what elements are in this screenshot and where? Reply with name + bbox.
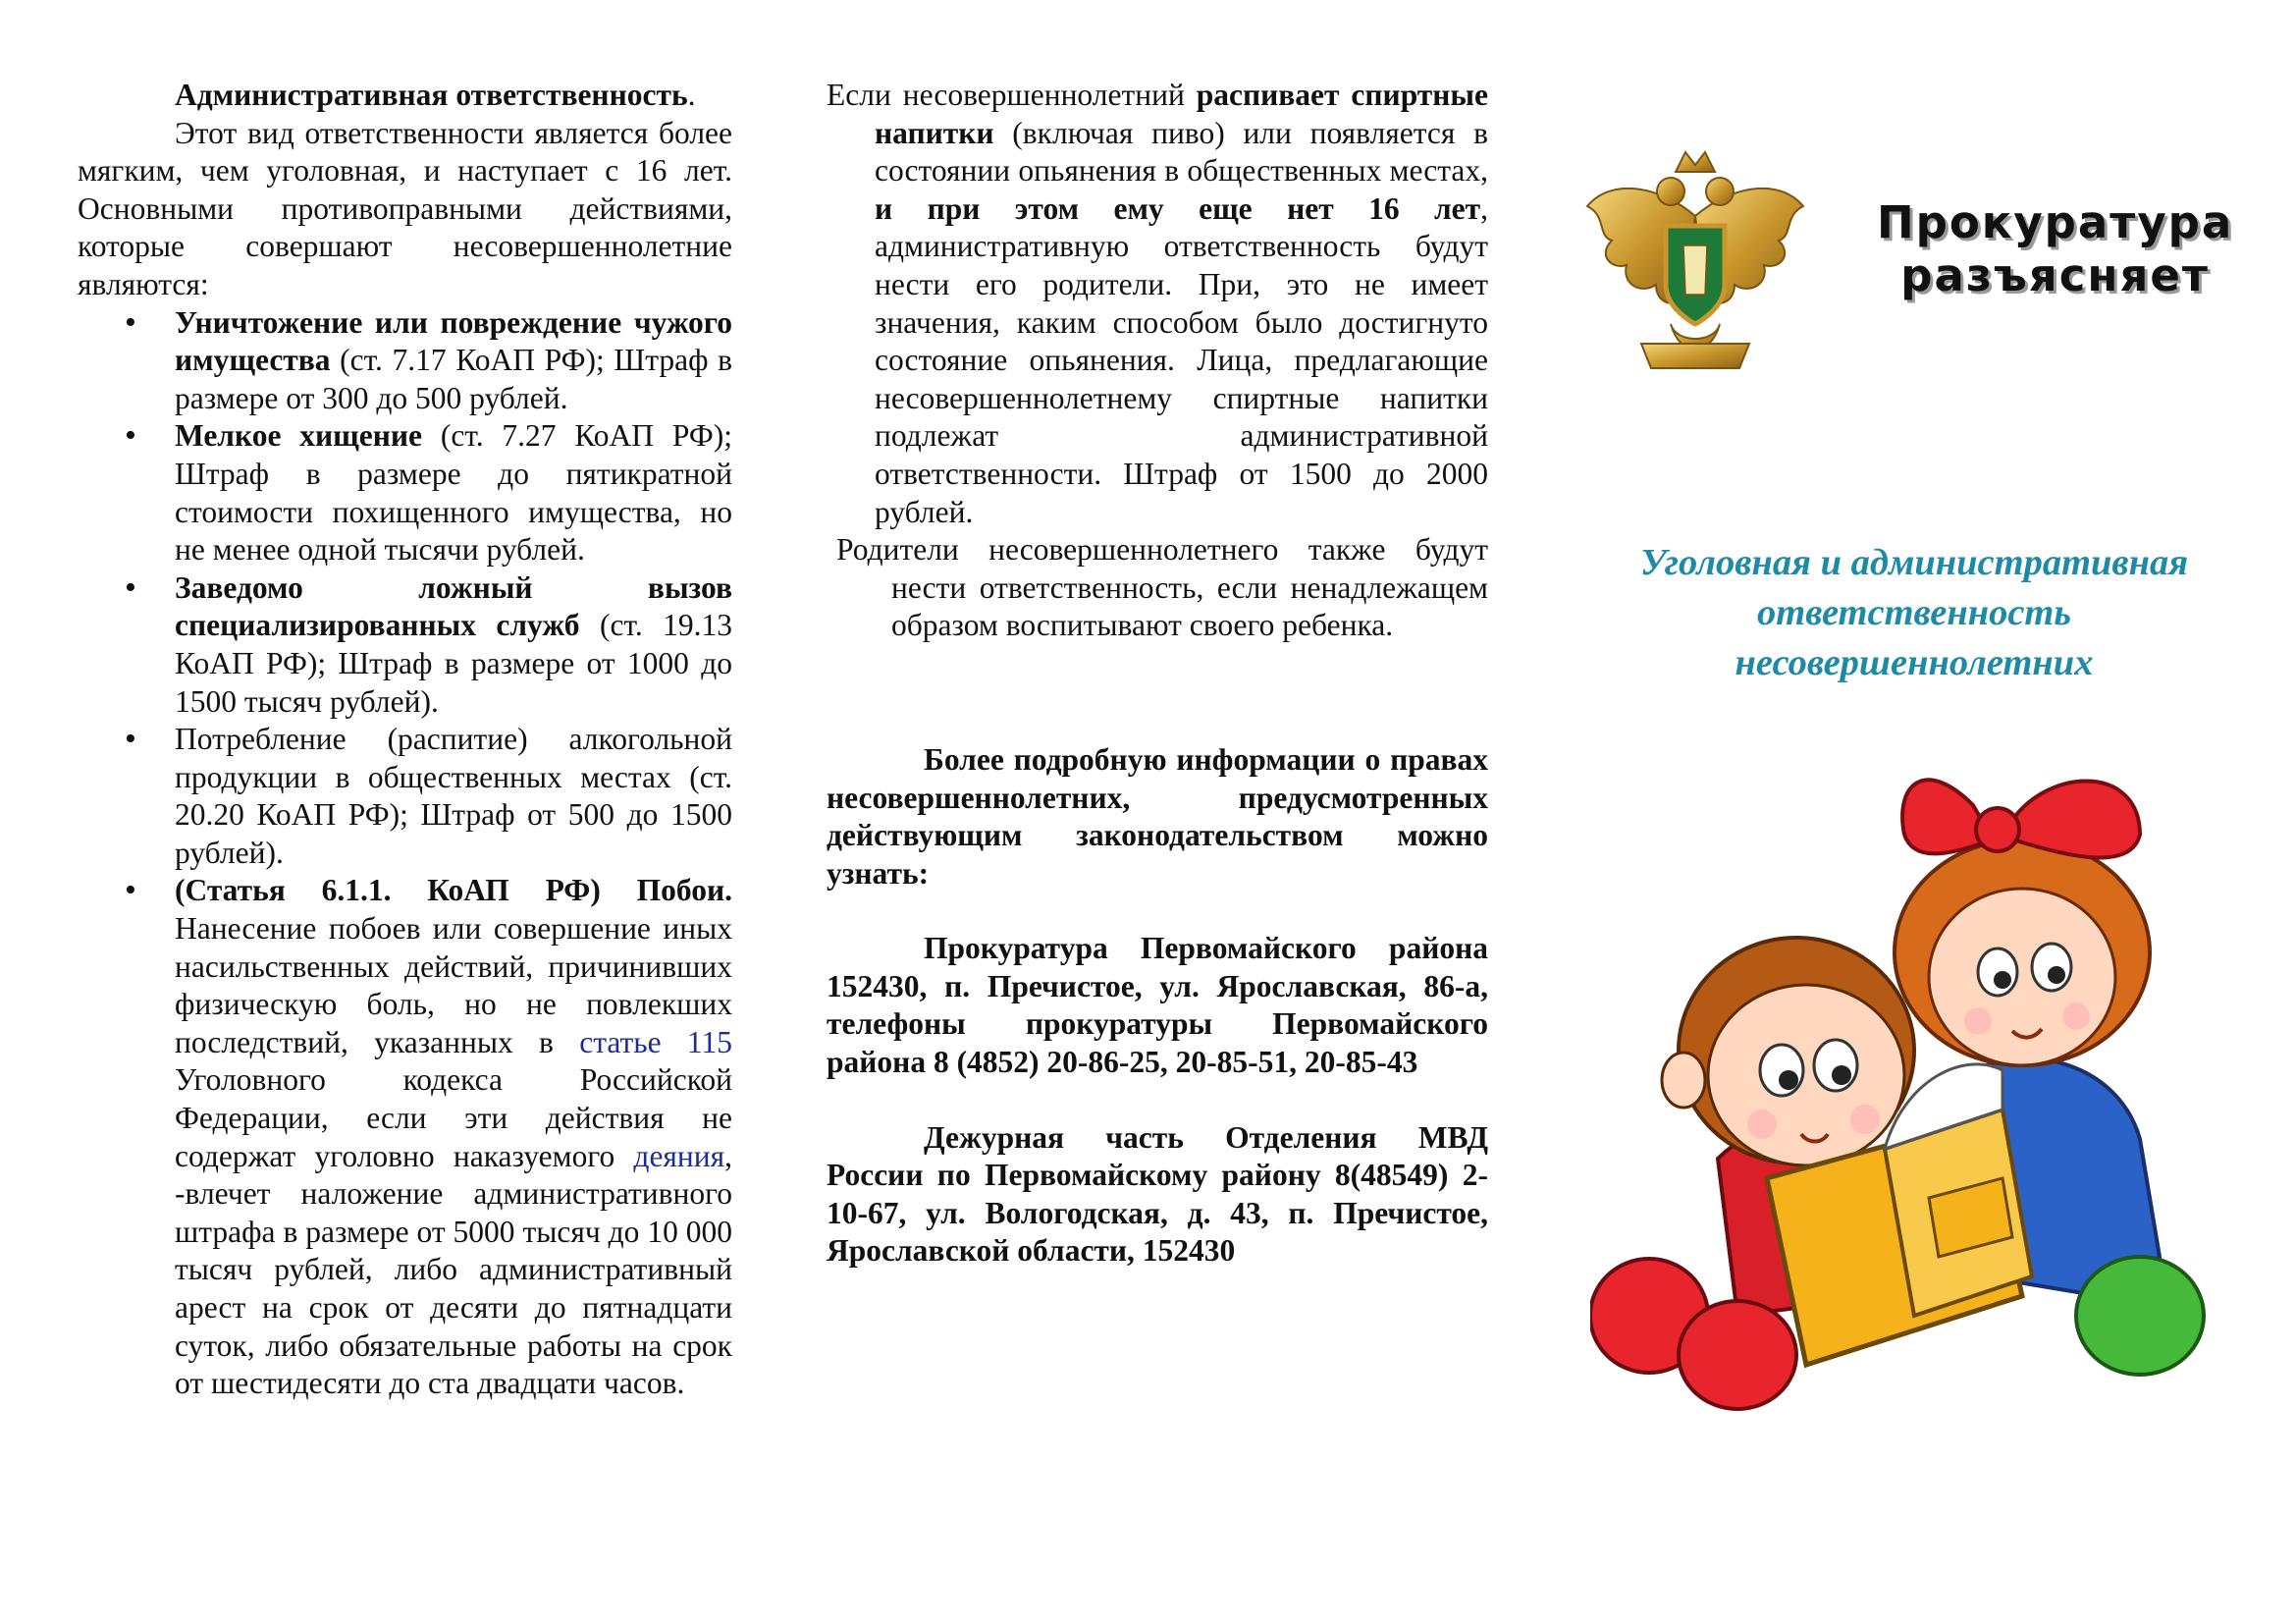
deed-link[interactable]: деяния (633, 1138, 725, 1173)
list-item (78, 569, 732, 721)
item-text: Потребление (распитие) алкогольной продукции в общественных местах (ст. 20.20 КоАП РФ); Штраф от 500 до 1500 рублей). (175, 722, 732, 870)
contacts-block (827, 741, 1488, 1271)
header-brand (1582, 137, 2269, 393)
prosecutor-emblem-icon (1582, 147, 1808, 383)
parents-text: Родители несовершеннолетнего также будут нести ответственность, если ненадлежащем образом воспитывают своего ребенка. (836, 532, 1488, 643)
admin-responsibility-heading (78, 77, 732, 115)
list-item (78, 721, 732, 872)
item-text: Уголовного кодекса Российской Федерации, если эти действия не содержат уголовно наказуемого (175, 1062, 732, 1173)
article-115-link[interactable]: статье 115 (579, 1024, 732, 1059)
brand-line-1: Прокуратура (1877, 196, 2234, 248)
item-text: (ст. 19.13 КоАП РФ); Штраф в размере от 1000 до 1500 тысяч рублей). (175, 608, 732, 719)
list-item-battery (78, 872, 732, 1402)
kids-reading-book-illustration (1590, 746, 2238, 1424)
item-bold: (Статья 6.1.1. КоАП РФ) Побои. (175, 873, 732, 908)
title-line-3: несовершеннолетних (1735, 642, 2094, 683)
column-right (1571, 0, 2258, 1624)
brochure-title (1571, 538, 2258, 688)
parents-paragraph (827, 531, 1488, 645)
title-line-2: ответственность (1757, 592, 2071, 633)
title-line-1: Уголовная и административная (1639, 542, 2189, 583)
item-text: , -влечет наложение административного штрафа в размере от 5000 тысяч до 10 000 тысяч рублей, либо административный арест на срок от десяти до пятнадцати суток, либо обязательные работы на срок от шестидесяти до ста двадцати часов. (175, 1138, 732, 1401)
text-span: Если несовершеннолетний (827, 78, 1197, 112)
item-bold: Уничтожение или повреждение чужого имущества (175, 304, 732, 378)
item-bold: Мелкое хищение (175, 418, 423, 454)
item-text: Нанесение побоев или совершение иных насильственных действий, причинивших физическую боль, но не повлекших последствий, указанных в (175, 911, 732, 1059)
brand-title (1877, 196, 2233, 302)
text-span: , административную ответственность будут нести его родители. При, это не имеет значения, каким способом было достигнуто состояние опьянения. Лица, предлагающие несовершеннолетнему спиртные напитки подлежат административной ответственности. Штраф от 1500 до 2000 рублей. (875, 190, 1488, 529)
prosecutor-contact: Прокуратура Первомайского района 152430, п. Пречистое, ул. Ярославская, 86-а, телефоны прокуратуры Первомайского района 8 (4852) 20-86-25, 20-85-51, 20-85-43 (827, 931, 1488, 1080)
offense-list (78, 304, 732, 1403)
police-contact: Дежурная часть Отделения МВД России по Первомайскому району 8(48549) 2-10-67, ул. Вологодская, д. 43, п. Пречистое, Ярославской области, 152430 (827, 1119, 1488, 1269)
alcohol-paragraph (827, 77, 1488, 531)
more-info-text: Более подробную информации о правах несовершеннолетних, предусмотренных действующим законодательством можно узнать: (827, 741, 1488, 891)
column-left (78, 77, 732, 1403)
text-bold: распивает спиртные напитки (875, 78, 1488, 150)
item-text: (ст. 7.17 КоАП РФ); Штраф в размере от 300 до 500 рублей. (175, 343, 732, 415)
text-bold: и при этом ему еще нет 16 лет (875, 190, 1481, 226)
list-item (78, 417, 732, 568)
admin-intro: Этот вид ответственности является более мягким, чем уголовная, и наступает с 16 лет. Основными противоправными действиями, которые совершают несовершеннолетние являются: (78, 115, 732, 301)
item-bold: Заведомо ложный вызов специализированных служб (175, 569, 732, 643)
item-text: (ст. 7.27 КоАП РФ); Штраф в размере до пятикратной стоимости похищенного имущества, но не менее одной тысячи рублей. (175, 418, 732, 568)
brand-line-2: разъясняет (1900, 249, 2210, 301)
text-span: (включая пиво) или появляется в состоянии опьянения в общественных местах, (875, 115, 1488, 189)
alcohol-text (827, 77, 1488, 531)
heading-dot: . (687, 78, 696, 112)
column-middle (827, 77, 1488, 1308)
list-item (78, 304, 732, 418)
heading-text: Административная ответственность (175, 78, 688, 112)
